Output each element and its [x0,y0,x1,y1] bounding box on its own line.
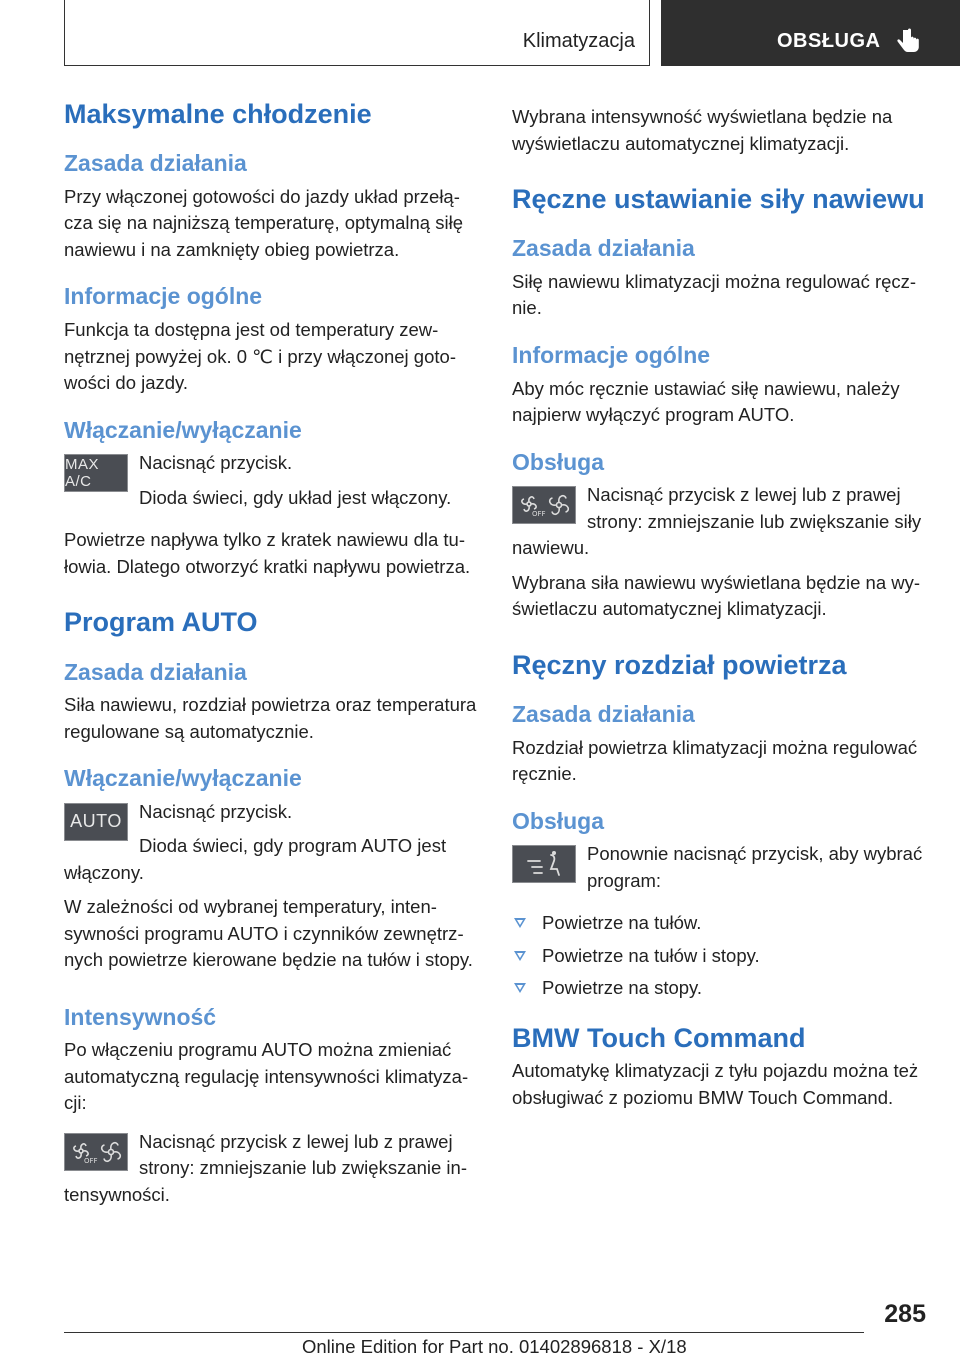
header-section-box [64,0,650,66]
fan-button-image-right [512,486,576,524]
text-intensity-press: Nacisnąć przycisk z lewej lub z prawej strony: zmniejszanie lub zwiększanie intensywności. [64,1130,468,1205]
heading-touch-command: BMW Touch Command [512,1022,806,1053]
text-fan-principle: Siłę nawiewu klimatyzacji można regulować ręcznie. [512,270,917,319]
max-ac-button-image [64,454,128,492]
heading-manual-fan: Ręczne ustawianie siły nawiewu [512,184,925,214]
text-max-air: Powietrze napływa tylko z kratek nawiewu dla tułowia. Dlatego otworzyć kratki napływu powietrza. [64,529,471,577]
text-fan-press: Nacisnąć przycisk z lewej lub z prawej strony: zmniejszanie lub zwiększanie siły nawiewu. [512,484,922,559]
footer-edition: Online Edition for Part no. 01402896818 - X/18 [302,1336,687,1357]
footer-divider [64,1332,864,1333]
text-intensity-display: Wybrana intensywność wyświetlana będzie na wyświetlaczu automatycznej klimatyzacji. [512,106,893,154]
text-max-press: Nacisnąć przycisk. [139,452,293,474]
triangle-bullet-icon [514,951,526,961]
auto-instruction [64,799,482,887]
subheading-fan-principle: Zasada działania [512,235,695,262]
text-auto-press: Nacisnąć przycisk. [139,800,293,822]
subheading-dist-operation: Obsługa [512,807,605,834]
subheading-fan-info: Informacje ogólne [512,341,711,368]
subheading-max-onoff: Włączanie/wyłączanie [64,416,302,443]
fan-instruction [512,482,930,562]
hand-pointer-icon [895,28,921,54]
auto-button-image [64,803,128,841]
subheading-dist-principle: Zasada działania [512,701,695,728]
max-ac-instruction [64,450,482,519]
page-number: 285 [884,1300,926,1328]
text-touch-command: Automatykę klimatyzacji z tyłu pojazdu można też obsługiwać z poziomu BMW Touch Command. [512,1060,919,1108]
intensity-instruction [64,1129,482,1209]
text-max-info: Funkcja ta dostępna jest od temperatury zewnętrznej powyżej ok. 0 ℃ i przy włączonej gotowości do jazdy. [64,319,456,394]
heading-auto-program: Program AUTO [64,607,258,638]
list-item: Powietrze na tułów i stopy. [512,943,930,970]
text-auto-depend: W zależności od wybranej temperatury, intensywności programu AUTO i czynników zewnętrznych powietrze kierowane będzie na tułów i stopy. [64,896,473,971]
list-item: Powietrze na tułów. [512,910,930,937]
left-column [64,98,482,1216]
header-chapter-title: OBSŁUGA [777,30,881,52]
heading-max-cooling: Maksymalne chłodzenie [64,99,372,129]
air-distribution-icon [514,847,574,881]
right-column [512,104,930,1119]
svg-text:OFF: OFF [84,1156,98,1165]
text-dist-press: Ponownie nacisnąć przycisk, aby wybrać program: [587,843,923,891]
header-section-title: Klimatyzacja [522,30,635,52]
text-dist-principle: Rozdział powietrza klimatyzacji można regulować ręcznie. [512,736,918,785]
text-fan-display: Wybrana siła nawiewu wyświetlana będzie na wyświetlaczu automatycznej klimatyzacji. [512,571,921,620]
triangle-bullet-icon [514,918,526,928]
auto-button-label: AUTO [70,811,122,832]
distribution-list [512,910,930,1002]
subheading-intensity: Intensywność [64,1003,217,1030]
heading-manual-distribution: Ręczny rozdział powietrza [512,649,847,680]
triangle-bullet-icon [514,983,526,993]
text-fan-info: Aby móc ręcznie ustawiać siłę nawiewu, należy najpierw wyłączyć program AUTO. [512,377,900,426]
text-intensity: Po włączeniu programu AUTO można zmieniać automatyczną regulację intensywności klimatyzacji: [64,1039,469,1114]
subheading-auto-onoff: Włączanie/wyłączanie [64,765,302,792]
subheading-max-principle: Zasada działania [64,150,247,177]
text-auto-principle: Siła nawiewu, rozdział powietrza oraz temperatura regulowane są automatycznie. [64,694,477,742]
fan-button-image [64,1133,128,1171]
air-distribution-button-image [512,845,576,883]
subheading-auto-principle: Zasada działania [64,658,247,685]
text-max-led: Dioda świeci, gdy układ jest włączony. [139,486,452,508]
text-max-principle: Przy włączonej gotowości do jazdy układ przełącza się na najniższą temperaturę, optymalną siłę nawiewu i na zamknięty obieg powietrza. [64,185,463,260]
max-ac-button-label: MAX A/C [65,456,100,491]
svg-text:OFF: OFF [532,510,546,519]
list-item: Powietrze na stopy. [512,975,930,1002]
fan-off-and-fan-icon [514,488,574,522]
fan-off-and-fan-icon [66,1135,126,1169]
dist-instruction [512,841,930,902]
subheading-max-info: Informacje ogólne [64,283,263,310]
text-auto-led: Dioda świeci, gdy program AUTO jest włączony. [64,835,447,883]
subheading-fan-operation: Obsługa [512,448,605,475]
